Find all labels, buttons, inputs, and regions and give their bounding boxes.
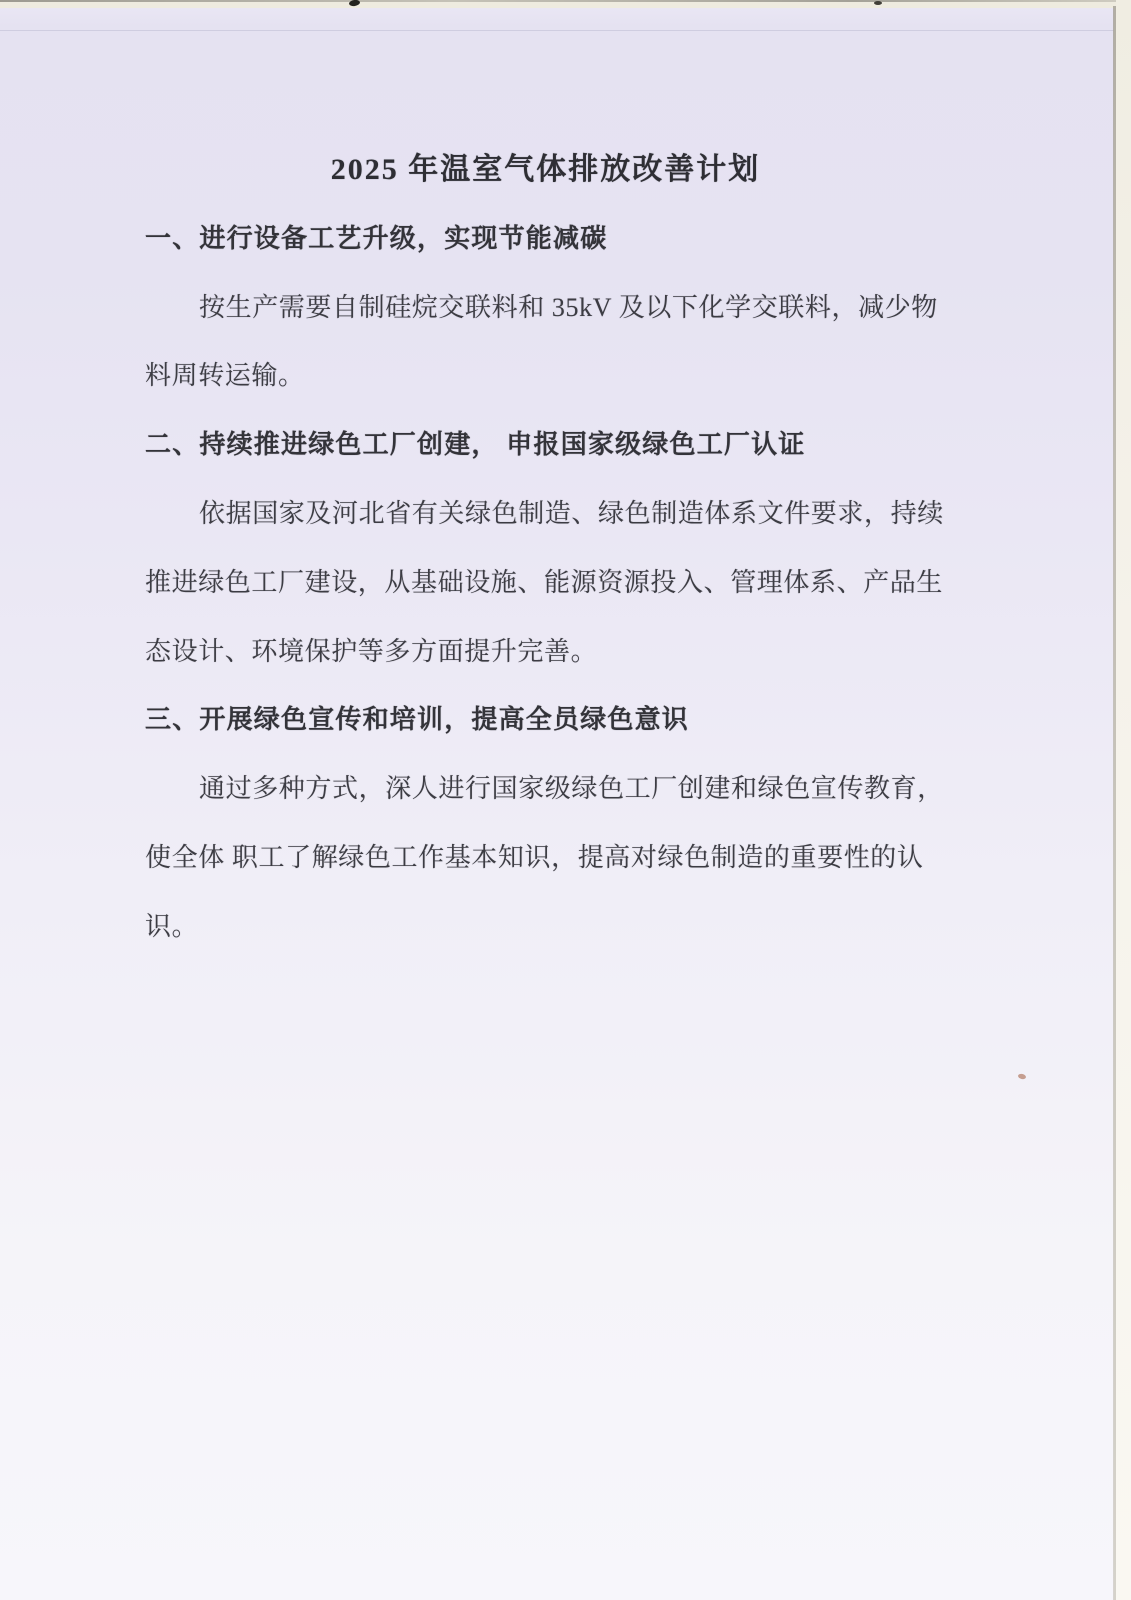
- scan-top-edge-line: [0, 0, 1131, 2]
- scan-fold-line: [0, 30, 1114, 31]
- section-3-heading: 三、开展绿色宣传和培训，提高全员绿色意识: [145, 705, 690, 735]
- scanner-bed-right-strip: [1116, 0, 1131, 1600]
- body-line: 通过多种方式，深人进行国家级绿色工厂创建和绿色宣传教育，: [199, 774, 944, 804]
- body-line: 按生产需要自制硅烷交联料和 35kV 及以下化学交联料，减少物: [199, 292, 938, 322]
- section-2-heading: 二、持续推进绿色工厂创建， 申报国家级绿色工厂认证: [145, 430, 806, 460]
- body-line: 推进绿色工厂建设，从基础设施、能源资源投入、管理体系、产品生: [145, 567, 944, 597]
- scan-speck: [874, 1, 882, 5]
- body-line: 识。: [145, 911, 199, 941]
- page-right-edge-line: [1113, 6, 1116, 1600]
- section-1-heading: 一、进行设备工艺升级，实现节能减碳: [145, 223, 608, 253]
- body-line: 料周转运输。: [145, 361, 305, 391]
- document-body: [145, 136, 946, 962]
- document-title: 2025 年温室气体排放改善计划: [330, 153, 761, 186]
- body-line: 使全体 职工了解绿色工作基本知识，提高对绿色制造的重要性的认: [145, 842, 924, 872]
- body-line: 依据国家及河北省有关绿色制造、绿色制造体系文件要求，持续: [199, 498, 944, 528]
- body-line: 态设计、环境保护等多方面提升完善。: [145, 636, 598, 666]
